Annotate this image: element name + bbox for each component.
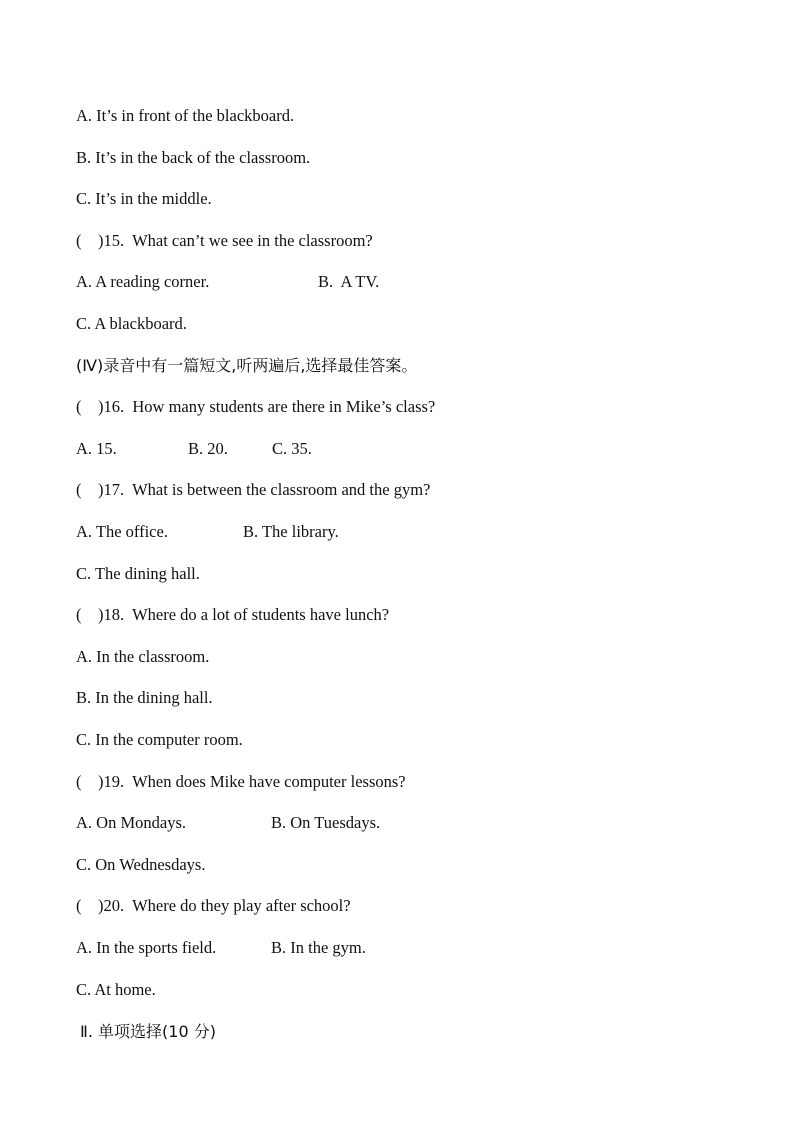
question-15: ( )15. What can’t we see in the classroom? [76,231,373,250]
q14-option-b: B. It’s in the back of the classroom. [76,148,311,167]
question-20: ( )20. Where do they play after school? [76,896,351,915]
q16-option-a: A. 15. [76,439,117,458]
q19-option-b: B. On Tuesdays. [271,813,381,832]
question-16: ( )16. How many students are there in Mike’s class? [76,397,436,416]
section-2-heading: Ⅱ. 单项选择(10 分) [80,1022,216,1041]
q14-option-c: C. It’s in the middle. [76,189,212,208]
question-17: ( )17. What is between the classroom and the gym? [76,480,431,499]
q16-option-b: B. 20. [188,439,228,458]
q16-option-c: C. 35. [272,439,312,458]
q18-option-b: B. In the dining hall. [76,688,213,707]
q20-option-a: A. In the sports field. [76,938,217,957]
question-19: ( )19. When does Mike have computer lessons? [76,772,406,791]
q14-option-a: A. It’s in front of the blackboard. [76,106,295,125]
q15-option-a: A. A reading corner. [76,272,210,291]
question-18: ( )18. Where do a lot of students have lunch? [76,605,390,624]
q18-option-c: C. In the computer room. [76,730,243,749]
q17-option-a: A. The office. [76,522,168,541]
section-4-heading: (Ⅳ)录音中有一篇短文,听两遍后,选择最佳答案。 [76,356,418,375]
q20-option-c: C. At home. [76,980,156,999]
q15-option-b: B. A TV. [318,272,380,291]
q19-option-c: C. On Wednesdays. [76,855,206,874]
q20-option-b: B. In the gym. [271,938,366,957]
q18-option-a: A. In the classroom. [76,647,210,666]
q17-option-b: B. The library. [243,522,339,541]
q15-option-c: C. A blackboard. [76,314,187,333]
q17-option-c: C. The dining hall. [76,564,200,583]
q19-option-a: A. On Mondays. [76,813,186,832]
